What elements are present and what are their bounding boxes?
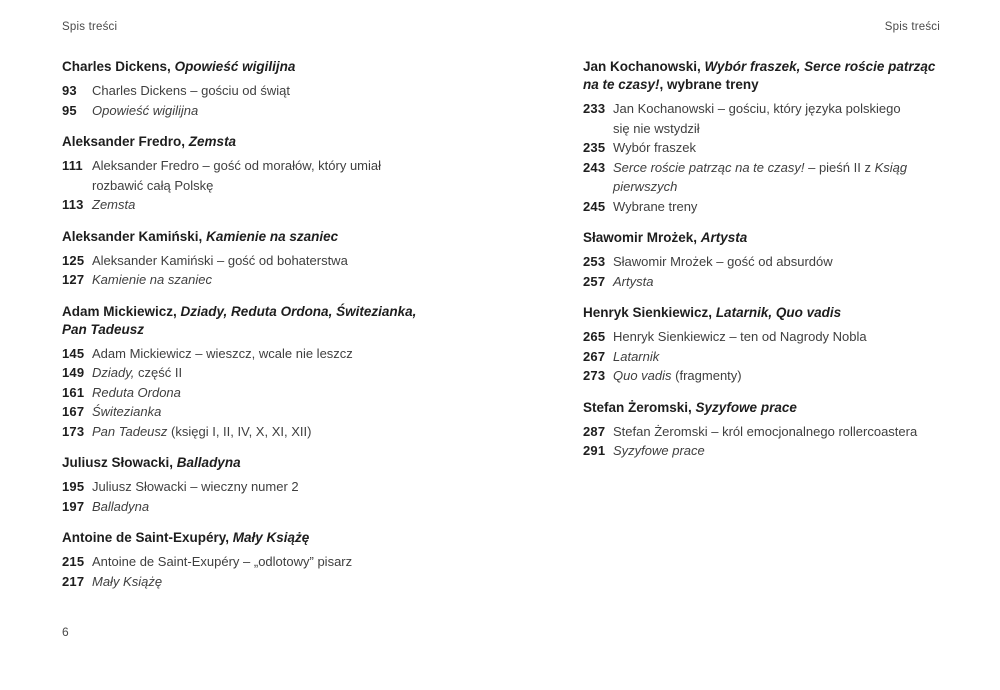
- toc-column-left: [62, 58, 476, 604]
- plain-text: Aleksander Fredro – gość od morałów, który umiał: [92, 158, 382, 173]
- toc-entry: [583, 252, 947, 272]
- entry-title: [613, 99, 947, 138]
- entry-title: [92, 270, 476, 290]
- plain-text: , wybrane treny: [659, 77, 759, 92]
- title-italic-text: Balladyna: [92, 498, 150, 514]
- entry-page-number: 173: [62, 423, 85, 439]
- toc-entry: [583, 197, 947, 217]
- entry-page-number: 265: [583, 329, 606, 344]
- toc-section: [62, 133, 476, 215]
- toc-entry: [62, 270, 476, 290]
- title-italic-text: Mały Książę: [92, 573, 163, 589]
- toc-entry: [62, 344, 476, 364]
- entry-page-number: 243: [583, 159, 606, 175]
- plain-text: Aleksander Fredro,: [62, 134, 189, 149]
- running-header-right: Spis treści: [884, 21, 940, 33]
- entry-page-number: 113: [62, 197, 84, 212]
- title-italic-text: Dziady, Reduta Ordona, Świtezianka,: [180, 303, 417, 319]
- title-italic-text: Opowieść wigilijna: [92, 102, 199, 118]
- entry-title: [92, 477, 476, 497]
- entry-title: [92, 101, 476, 121]
- entry-page-number: 95: [62, 102, 77, 118]
- toc-entry: [583, 138, 947, 158]
- toc-entry: [62, 156, 476, 195]
- entry-page-number: 287: [583, 423, 606, 439]
- plain-text: Jan Kochanowski – gościu, który języka polskiego: [613, 101, 901, 116]
- entry-title: [92, 344, 476, 364]
- section-heading: [62, 454, 476, 472]
- toc-section: [62, 58, 476, 120]
- plain-text: Henryk Sienkiewicz – ten od Nagrody Nobla: [613, 329, 867, 344]
- entry-title: [613, 327, 947, 347]
- plain-text: Stefan Żeromski – król emocjonalnego rollercoastera: [613, 423, 918, 439]
- toc-entry: [62, 195, 476, 215]
- toc-entry: [62, 477, 476, 497]
- title-italic-text: Reduta Ordona: [92, 384, 181, 400]
- plain-text: rozbawić całą Polskę: [92, 177, 214, 193]
- title-italic-text: pierwszych: [613, 179, 678, 194]
- entry-title: [92, 383, 476, 403]
- title-italic-text: Dziady,: [92, 365, 135, 380]
- entry-title: [92, 552, 476, 572]
- title-italic-text: Balladyna: [176, 455, 241, 470]
- title-italic-text: Zemsta: [92, 197, 136, 212]
- entry-page-number: 235: [583, 140, 606, 155]
- toc-section: [62, 228, 476, 290]
- entry-title: [92, 195, 476, 215]
- toc-entry: [62, 81, 476, 101]
- section-heading: [583, 399, 947, 417]
- toc-entry: [583, 347, 947, 367]
- toc-entry: [583, 272, 947, 292]
- entry-title: [613, 366, 947, 386]
- toc-column-right: [583, 58, 947, 474]
- entry-page-number: 145: [62, 345, 85, 361]
- entry-page-number: 125: [62, 252, 85, 268]
- title-italic-text: Pan Tadeusz: [92, 423, 168, 439]
- plain-text: Aleksander Kamiński,: [62, 228, 207, 244]
- toc-section: [62, 303, 476, 442]
- entry-page-number: 291: [583, 443, 606, 458]
- running-header-left: Spis treści: [62, 21, 118, 33]
- plain-text: Henryk Sienkiewicz,: [583, 305, 716, 320]
- plain-text: Juliusz Słowacki – wieczny numer 2: [92, 479, 299, 494]
- entry-title: [613, 197, 947, 217]
- toc-section: [583, 399, 947, 461]
- toc-entry: [583, 158, 947, 197]
- plain-text: Stefan Żeromski,: [583, 399, 696, 415]
- plain-text: Wybór fraszek: [613, 140, 696, 155]
- section-heading: [583, 229, 947, 247]
- entry-title: [92, 251, 476, 271]
- entry-page-number: 197: [62, 498, 85, 514]
- plain-text: Jan Kochanowski,: [583, 59, 705, 74]
- plain-text: Adam Mickiewicz – wieszcz, wcale nie leszcz: [92, 345, 353, 361]
- title-italic-text: Artysta: [613, 273, 654, 289]
- entry-title: [613, 252, 947, 272]
- entry-title: [613, 138, 947, 158]
- toc-section: [583, 229, 947, 291]
- section-heading: [583, 58, 947, 94]
- title-italic-text: Latarnik: [613, 348, 660, 364]
- title-italic-text: Zemsta: [188, 134, 237, 149]
- entry-title: [613, 272, 947, 292]
- entry-page-number: 267: [583, 348, 606, 364]
- title-italic-text: Quo vadis: [613, 368, 672, 383]
- title-italic-text: Opowieść wigilijna: [174, 59, 296, 74]
- toc-entry: [583, 327, 947, 347]
- title-italic-text: Świtezianka: [92, 404, 162, 419]
- section-heading: [62, 228, 476, 246]
- toc-section: [62, 529, 476, 591]
- toc-entry: [62, 402, 476, 422]
- toc-entry: [62, 383, 476, 403]
- toc-entry: [583, 422, 947, 442]
- plain-text: część II: [134, 365, 183, 380]
- toc-section: [583, 58, 947, 216]
- entry-title: [92, 156, 476, 195]
- toc-entry: [62, 572, 476, 592]
- section-heading: [62, 58, 476, 76]
- toc-entry: [583, 366, 947, 386]
- toc-entry: [62, 552, 476, 572]
- plain-text: Aleksander Kamiński – gość od bohaterstwa: [92, 252, 348, 268]
- toc-entry: [62, 497, 476, 517]
- plain-text: Charles Dickens – gościu od świąt: [92, 83, 290, 98]
- entry-title: [92, 572, 476, 592]
- section-heading: [62, 529, 476, 547]
- plain-text: Adam Mickiewicz,: [62, 303, 181, 319]
- toc-section: [62, 454, 476, 516]
- toc-entry: [583, 441, 947, 461]
- section-heading: [62, 133, 476, 151]
- plain-text: Charles Dickens,: [62, 59, 175, 74]
- title-italic-text: Artysta: [700, 230, 748, 245]
- toc-section: [583, 304, 947, 386]
- toc-entry: [62, 422, 476, 442]
- title-italic-text: Ksiąg: [874, 159, 908, 175]
- plain-text: – pieśń II z: [804, 159, 875, 175]
- title-italic-text: Wybór fraszek, Serce roście patrząc: [704, 59, 936, 74]
- section-heading: [62, 303, 476, 339]
- entry-page-number: 93: [62, 83, 77, 98]
- toc-entry: [62, 101, 476, 121]
- plain-text: Sławomir Mrożek – gość od absurdów: [613, 254, 833, 269]
- title-italic-text: Serce roście patrząc na te czasy!: [613, 159, 805, 175]
- title-italic-text: Latarnik, Quo vadis: [715, 305, 842, 320]
- page-number: 6: [62, 625, 69, 639]
- toc-entry: [62, 363, 476, 383]
- entry-page-number: 257: [583, 273, 606, 289]
- entry-page-number: 127: [62, 272, 85, 287]
- entry-title: [92, 422, 476, 442]
- plain-text: Antoine de Saint-Exupéry – „odlotowy” pisarz: [92, 554, 353, 569]
- entry-title: [613, 158, 947, 197]
- plain-text: Antoine de Saint-Exupéry,: [62, 530, 233, 545]
- title-italic-text: Kamienie na szaniec: [206, 228, 339, 244]
- toc-entry: [583, 99, 947, 138]
- plain-text: (księgi I, II, IV, X, XI, XII): [167, 423, 312, 439]
- entry-title: [613, 422, 947, 442]
- entry-title: [613, 441, 947, 461]
- title-italic-text: Kamienie na szaniec: [92, 272, 212, 287]
- entry-page-number: 195: [62, 479, 85, 494]
- plain-text: się nie wstydził: [613, 120, 700, 136]
- title-italic-text: Syzyfowe prace: [613, 443, 705, 458]
- entry-title: [92, 363, 476, 383]
- entry-title: [92, 81, 476, 101]
- entry-title: [92, 497, 476, 517]
- entry-page-number: 245: [583, 198, 606, 214]
- title-italic-text: Pan Tadeusz: [62, 321, 145, 337]
- title-italic-text: Syzyfowe prace: [695, 399, 797, 415]
- entry-page-number: 167: [62, 404, 85, 419]
- plain-text: Sławomir Mrożek,: [583, 230, 701, 245]
- entry-page-number: 149: [62, 365, 85, 380]
- toc-entry: [62, 251, 476, 271]
- entry-page-number: 233: [583, 101, 606, 116]
- entry-page-number: 273: [583, 368, 606, 383]
- plain-text: (fragmenty): [671, 368, 742, 383]
- plain-text: Juliusz Słowacki,: [62, 455, 177, 470]
- entry-title: [613, 347, 947, 367]
- title-italic-text: Mały Książę: [232, 530, 310, 545]
- entry-title: [92, 402, 476, 422]
- plain-text: Wybrane treny: [613, 198, 698, 214]
- entry-page-number: 215: [62, 554, 85, 569]
- section-heading: [583, 304, 947, 322]
- entry-page-number: 161: [62, 384, 85, 400]
- title-italic-text: na te czasy!: [583, 77, 660, 92]
- entry-page-number: 253: [583, 254, 606, 269]
- entry-page-number: 217: [62, 573, 85, 589]
- entry-page-number: 111: [62, 158, 83, 173]
